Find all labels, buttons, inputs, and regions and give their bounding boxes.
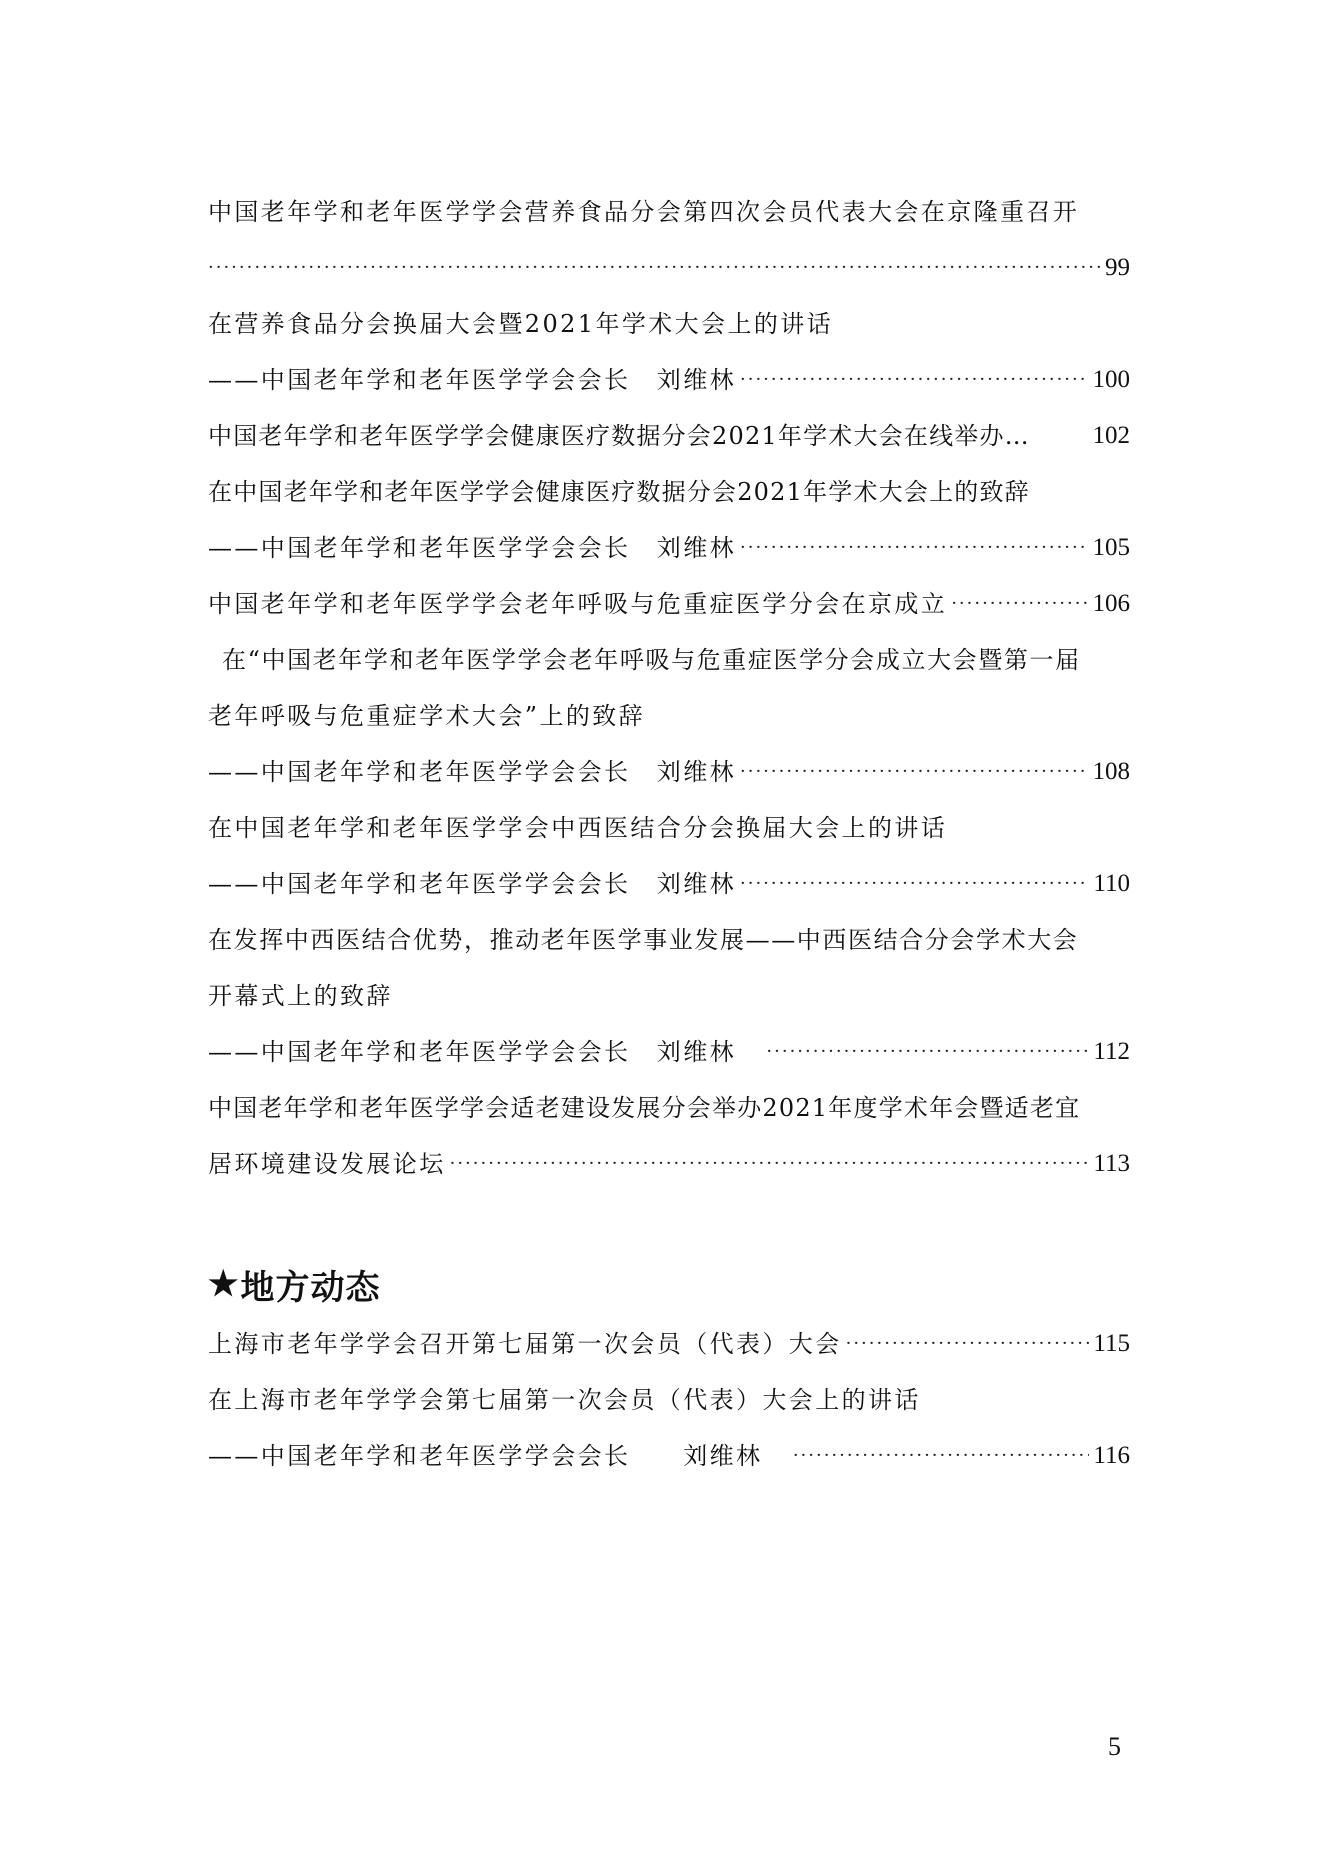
toc-entry[interactable] — [208, 696, 1130, 752]
toc-entry-title: 上海市老年学学会召开第七届第一次会员（代表）大会 — [208, 1330, 842, 1358]
toc-entry-title: 在营养食品分会换届大会暨2021年学术大会上的讲话 — [208, 310, 834, 338]
toc-entry-title: 在中国老年学和老年医学学会健康医疗数据分会2021年学术大会上的致辞 — [208, 478, 1030, 506]
table-of-contents — [208, 192, 1130, 1492]
toc-page-number: 108 — [1092, 758, 1130, 785]
toc-page-number: 102 — [1092, 422, 1130, 449]
toc-entry[interactable] — [208, 1088, 1130, 1144]
toc-entry[interactable] — [208, 1144, 1130, 1200]
toc-entry-title: 中国老年学和老年医学学会适老建设发展分会举办2021年度学术年会暨适老宜 — [208, 1094, 1081, 1122]
toc-page-number: 112 — [1093, 1038, 1130, 1065]
toc-entry[interactable] — [208, 472, 1130, 528]
toc-entry[interactable] — [208, 752, 1130, 808]
toc-entry-title: 中国老年学和老年医学学会营养食品分会第四次会员代表大会在京隆重召开 — [208, 198, 1080, 226]
toc-entry-title: ——中国老年学和老年医学学会会长 刘维林 — [208, 758, 736, 786]
toc-entry[interactable] — [208, 192, 1130, 248]
toc-entry-title: 老年呼吸与危重症学术大会”上的致辞 — [208, 702, 646, 730]
toc-entry[interactable] — [208, 864, 1130, 920]
toc-entry[interactable] — [208, 920, 1130, 976]
toc-entry[interactable] — [208, 248, 1130, 304]
toc-page-number: 115 — [1093, 1330, 1130, 1357]
dot-leader — [740, 528, 1089, 568]
dot-leader — [766, 1032, 1089, 1072]
toc-entry[interactable] — [208, 416, 1130, 472]
toc-entry[interactable] — [208, 1032, 1130, 1088]
toc-page-number: 113 — [1093, 1150, 1130, 1177]
toc-entry-title: ——中国老年学和老年医学学会会长 刘维林 — [208, 870, 736, 898]
page-number: 5 — [1108, 1732, 1121, 1761]
dot-leader — [740, 864, 1089, 904]
toc-entry-title: 中国老年学和老年医学学会老年呼吸与危重症医学分会在京成立 — [208, 590, 948, 618]
star-icon: ★ — [208, 1264, 239, 1304]
toc-entry[interactable] — [208, 360, 1130, 416]
toc-page-number: 105 — [1092, 534, 1130, 561]
toc-entry[interactable] — [208, 304, 1130, 360]
toc-page-number: 110 — [1093, 870, 1130, 897]
toc-entry[interactable] — [208, 528, 1130, 584]
toc-entry-title: ——中国老年学和老年医学学会会长 刘维林 — [208, 534, 736, 562]
toc-entry-title: 在中国老年学和老年医学学会中西医结合分会换届大会上的讲话 — [208, 814, 948, 842]
toc-entry-title: ——中国老年学和老年医学学会会长 刘维林 — [208, 1442, 789, 1470]
section-title: 地方动态 — [240, 1267, 381, 1308]
toc-entry-title: ——中国老年学和老年医学学会会长 刘维林 — [208, 1038, 763, 1066]
toc-entry[interactable] — [208, 584, 1130, 640]
toc-entry[interactable] — [208, 976, 1130, 1032]
dot-leader — [740, 752, 1089, 792]
toc-entry-title: 在上海市老年学学会第七届第一次会员（代表）大会上的讲话 — [208, 1386, 921, 1414]
toc-page-number: 116 — [1093, 1442, 1130, 1469]
toc-entry[interactable] — [208, 1380, 1130, 1436]
toc-page-number: 100 — [1092, 366, 1130, 393]
toc-entry[interactable] — [208, 1324, 1130, 1380]
toc-entry[interactable] — [208, 640, 1130, 696]
toc-entry-title: 在发挥中西医结合优势，推动老年医学事业发展——中西医结合分会学术大会 — [208, 926, 1079, 954]
toc-entry[interactable] — [208, 1436, 1130, 1492]
toc-entry-title: 中国老年学和老年医学学会健康医疗数据分会2021年学术大会在线举办… — [208, 422, 1030, 450]
toc-page-number: 99 — [1105, 254, 1130, 281]
toc-entry-title: 居环境建设发展论坛 — [208, 1150, 446, 1178]
toc-page-number: 106 — [1092, 590, 1130, 617]
dot-leader — [740, 360, 1089, 400]
dot-leader — [793, 1436, 1090, 1476]
toc-entry-title: 开幕式上的致辞 — [208, 982, 393, 1010]
toc-entry-title: ——中国老年学和老年医学学会会长 刘维林 — [208, 366, 736, 394]
dot-leader — [208, 248, 1101, 288]
dot-leader — [951, 584, 1088, 624]
dot-leader — [846, 1324, 1090, 1364]
dot-leader — [450, 1144, 1090, 1184]
toc-entry[interactable] — [208, 808, 1130, 864]
toc-entry-title: 在“中国老年学和老年医学学会老年呼吸与危重症医学分会成立大会暨第一届 — [222, 646, 1081, 674]
section-heading — [208, 1244, 1130, 1324]
